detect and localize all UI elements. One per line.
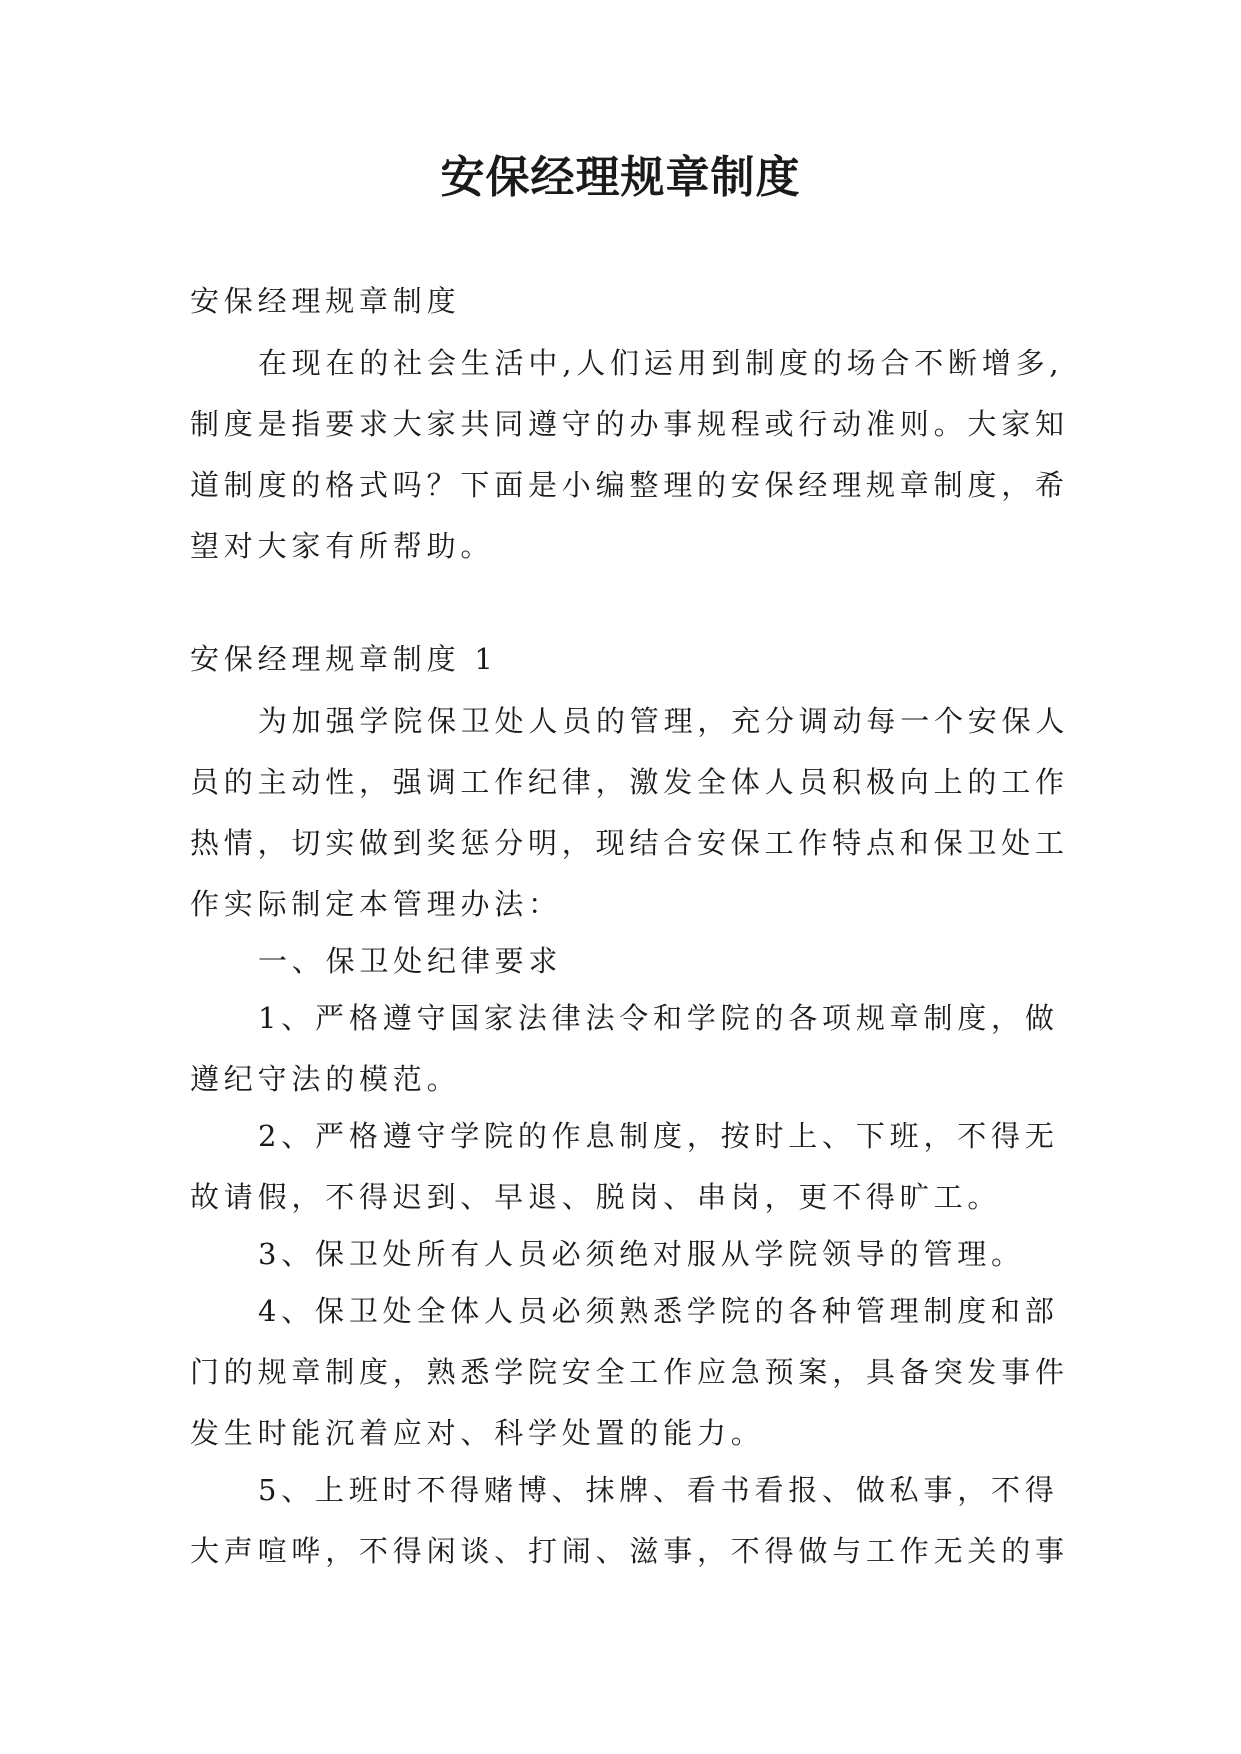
document-body [190, 284, 1070, 1592]
paragraph-line: 员的主动性，强调工作纪律，激发全体人员积极向上的工作 [190, 765, 1069, 799]
document-subtitle: 安保经理规章制度 [190, 284, 461, 318]
paragraph-line: 望对大家有所帮助。 [190, 529, 495, 563]
paragraph-line: 道制度的格式吗？下面是小编整理的安保经理规章制度，希 [190, 468, 1069, 502]
list-item [190, 1473, 1069, 1568]
paragraph-line: 3、保卫处所有人员必须绝对服从学院领导的管理。 [258, 1237, 1025, 1271]
paragraph-line: 遵纪守法的模范。 [190, 1062, 461, 1096]
list-item [190, 1001, 1059, 1096]
list-item [190, 1238, 1052, 1271]
paragraph-line: 制度是指要求大家共同遵守的办事规程或行动准则。大家知 [190, 407, 1069, 441]
paragraph-line: 故请假，不得迟到、早退、脱岗、串岗，更不得旷工。 [190, 1180, 1002, 1214]
paragraph-line: 在现在的社会生活中,人们运用到制度的场合不断增多, [258, 346, 1064, 380]
paragraph-line: 大声喧哗，不得闲谈、打闹、滋事，不得做与工作无关的事 [190, 1534, 1069, 1568]
paragraph-line: 为加强学院保卫处人员的管理，充分调动每一个安保人 [258, 704, 1070, 738]
list-item [190, 1294, 1069, 1450]
part-heading [190, 945, 1052, 978]
paragraph-line: 5、上班时不得赌博、抹牌、看书看报、做私事，不得 [258, 1473, 1059, 1507]
paragraph-line: 发生时能沉着应对、科学处置的能力。 [190, 1416, 765, 1450]
paragraph-line: 2、严格遵守学院的作息制度，按时上、下班，不得无 [258, 1119, 1059, 1153]
paragraph-line: 1、严格遵守国家法律法令和学院的各项规章制度，做 [258, 1001, 1059, 1035]
list-item [190, 1119, 1059, 1214]
document-title: 安保经理规章制度 [440, 152, 801, 203]
paragraph-line: 4、保卫处全体人员必须熟悉学院的各种管理制度和部 [258, 1294, 1059, 1328]
intro-paragraph [190, 346, 1069, 563]
paragraph-line: 门的规章制度，熟悉学院安全工作应急预案，具备突发事件 [190, 1355, 1069, 1389]
section-heading: 安保经理规章制度 1 [190, 642, 498, 676]
paragraph-line: 热情，切实做到奖惩分明，现结合安保工作特点和保卫处工 [190, 826, 1069, 860]
section-paragraph [190, 704, 1070, 921]
paragraph-line: 作实际制定本管理办法： [190, 887, 562, 921]
part-heading-text: 一、保卫处纪律要求 [258, 944, 563, 978]
